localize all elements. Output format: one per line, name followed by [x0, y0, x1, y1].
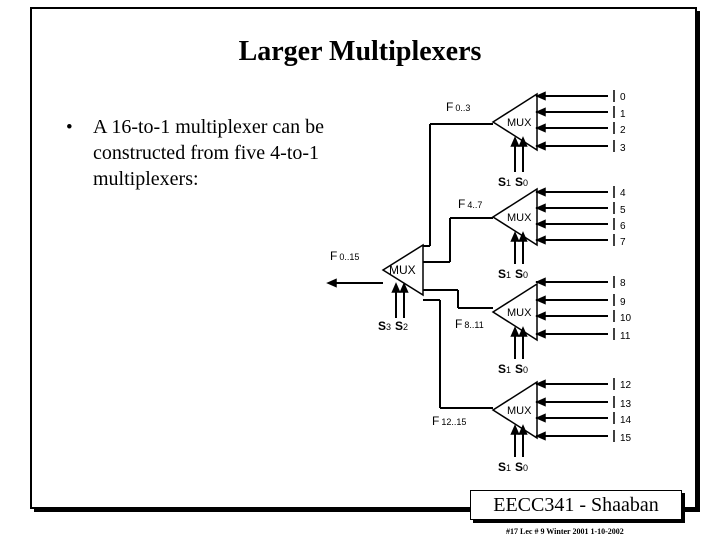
input-arrow — [537, 399, 545, 406]
footer-info: #17 Lec # 9 Winter 2001 1-10-2002 — [506, 527, 624, 536]
input-arrow — [537, 221, 545, 228]
bullet-icon: • — [66, 117, 73, 138]
input-label: 12 — [620, 380, 632, 391]
mux-label: MUX — [507, 307, 532, 319]
input-label: 6 — [620, 221, 626, 232]
output-label: F 12..15 — [432, 414, 467, 428]
input-label: 1 — [620, 109, 626, 120]
mux-label: MUX — [507, 405, 532, 417]
input-arrow — [537, 109, 545, 116]
input-label: 8 — [620, 278, 626, 289]
input-arrow — [537, 93, 545, 100]
main-mux-label: MUX — [389, 263, 416, 277]
input-label: 7 — [620, 237, 626, 248]
input-label: 14 — [620, 415, 632, 426]
bullet-text: A 16-to-1 multiplexer can be constructed from five 4-to-1 multiplexers: — [93, 116, 325, 190]
main-output-label: F 0..15 — [330, 249, 360, 263]
main-select-arrow — [393, 284, 400, 292]
input-label: 5 — [620, 205, 626, 216]
input-arrow — [537, 331, 545, 338]
output-label: F 8..11 — [455, 317, 484, 331]
select-label: S1 S0 — [498, 267, 529, 281]
output-label: F 0..3 — [446, 100, 471, 114]
main-select-label: S3 S2 — [378, 319, 409, 333]
footer-course: EECC341 - Shaaban — [470, 490, 682, 520]
select-label: S1 S0 — [498, 362, 529, 376]
input-arrow — [537, 237, 545, 244]
input-label: 11 — [620, 331, 631, 342]
input-arrow — [537, 297, 545, 304]
input-arrow — [537, 433, 545, 440]
output-label: F 4..7 — [458, 197, 483, 211]
input-label: 13 — [620, 399, 632, 410]
select-arrow — [512, 233, 519, 241]
input-arrow — [537, 313, 545, 320]
input-label: 3 — [620, 143, 626, 154]
input-label: 0 — [620, 92, 626, 103]
mux-label: MUX — [507, 117, 532, 129]
slide-title: Larger Multiplexers — [238, 36, 482, 67]
select-arrow — [512, 328, 519, 336]
select-arrow — [512, 426, 519, 434]
input-arrow — [537, 279, 545, 286]
input-arrow — [537, 415, 545, 422]
input-label: 2 — [620, 125, 626, 136]
input-label: 4 — [620, 188, 626, 199]
input-arrow — [537, 143, 545, 150]
input-arrow — [537, 381, 545, 388]
select-label: S1 S0 — [498, 460, 529, 474]
mux-label: MUX — [507, 212, 532, 224]
input-label: 10 — [620, 313, 632, 324]
input-label: 9 — [620, 297, 626, 308]
input-arrow — [537, 125, 545, 132]
input-label: 15 — [620, 433, 632, 444]
main-output-arrow — [328, 280, 336, 287]
select-label: S1 S0 — [498, 175, 529, 189]
input-arrow — [537, 189, 545, 196]
input-arrow — [537, 205, 545, 212]
select-arrow — [512, 138, 519, 146]
